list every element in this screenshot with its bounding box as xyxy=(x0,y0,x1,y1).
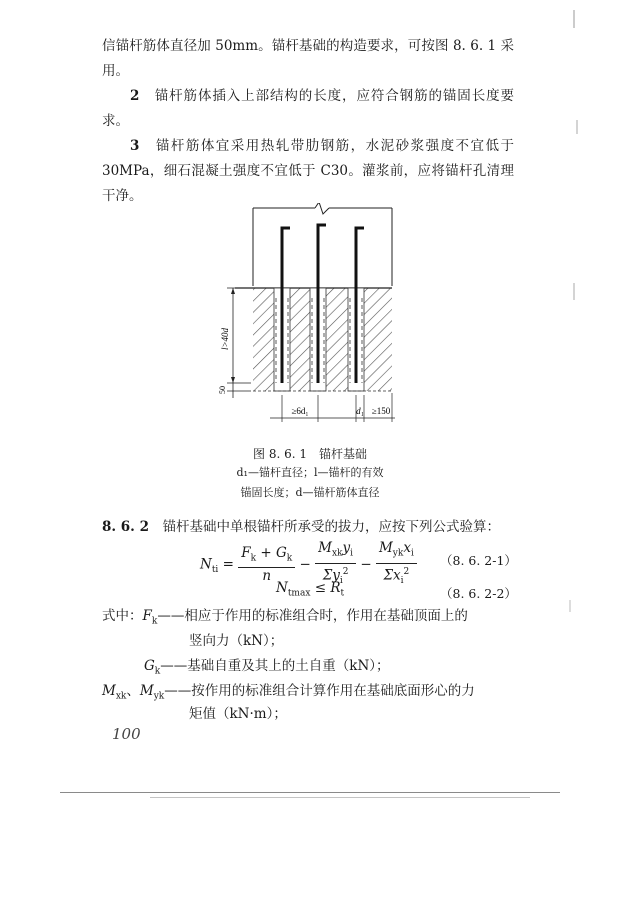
eq1-minus-2: − xyxy=(360,556,372,573)
eq1-lhs-sub: ti xyxy=(211,565,219,576)
equation-number-2: （8. 6. 2-2） xyxy=(440,586,517,601)
eq1-term-3: $\frac{M_{yk}x_i}{\Sigma x_i^2}$ xyxy=(376,540,417,590)
item-number-2: 2 xyxy=(130,88,140,104)
figure-caption-line-2: 锚固长度；d—锚杆筋体直径 xyxy=(240,486,380,499)
equation-number-1: （8. 6. 2-1） xyxy=(440,553,517,568)
definition-mk: $M_{xk}$、$M_{yk}——$按作用的标准组合计算作用在基础底面形心的力 xyxy=(102,683,475,702)
eq2-relation: ≤ xyxy=(314,580,327,596)
eq1-term-2: $\frac{M_{xk}y_i}{\Sigma y_i^2}$ xyxy=(315,540,356,590)
definition-gk: $G_k——$基础自重及其上的土自重（kN）； xyxy=(144,658,390,677)
item-number-3: 3 xyxy=(130,138,140,154)
item-text-2: 锚杆筋体插入上部结构的长度，应符合钢筋的锚固长度要求。 xyxy=(102,88,515,129)
bottom-50-label: 50 xyxy=(218,386,227,394)
d1-label: d₁ xyxy=(356,406,364,416)
figure-caption-title: 图 8. 6. 1 锚杆基础 xyxy=(253,447,367,461)
eq1-equals: = xyxy=(222,556,234,573)
item-text-3: 锚杆筋体宜采用热轧带肋钢筋，水泥砂浆强度不宜低于 30MPa，细石混凝土强度不宜低于 C30。灌浆前，应将锚杆孔清理干净。 xyxy=(102,138,515,204)
eq1-lhs: N xyxy=(200,556,212,573)
eq2-lhs: N xyxy=(276,580,288,596)
paragraph-1: 信锚杆筋体直径加 50mm。锚杆基础的构造要求，可按图 8. 6. 1 采用。 xyxy=(102,38,514,79)
eq2-rhs: R xyxy=(330,580,341,596)
definition-fk: 式中：$F_k——$相应于作用的标准组合时，作用在基础顶面上的 xyxy=(102,608,468,627)
definition-fk-cont: 竖向力（kN）； xyxy=(189,633,284,649)
figure-caption-line-1: d₁—锚杆直径；l—锚杆的有效 xyxy=(236,466,384,479)
section-text: 锚杆基础中单根锚杆所承受的拔力，应按下列公式验算： xyxy=(162,519,500,535)
edge-150-label: ≥150 xyxy=(371,406,391,416)
eq1-term-1: $\frac{F_k + G_k}{n}$ xyxy=(238,545,295,586)
section-number: 8. 6. 2 xyxy=(102,519,149,535)
eq2-rhs-sub: t xyxy=(340,588,345,599)
eq2-lhs-sub: tmax xyxy=(287,588,311,599)
eq1-minus-1: − xyxy=(299,556,311,573)
spacing-label: ≥6d₁ xyxy=(291,406,309,416)
page-number: 100 xyxy=(112,725,141,743)
definition-mk-cont: 矩值（kN·m）； xyxy=(189,706,287,722)
depth-label: l>40d xyxy=(220,327,230,351)
